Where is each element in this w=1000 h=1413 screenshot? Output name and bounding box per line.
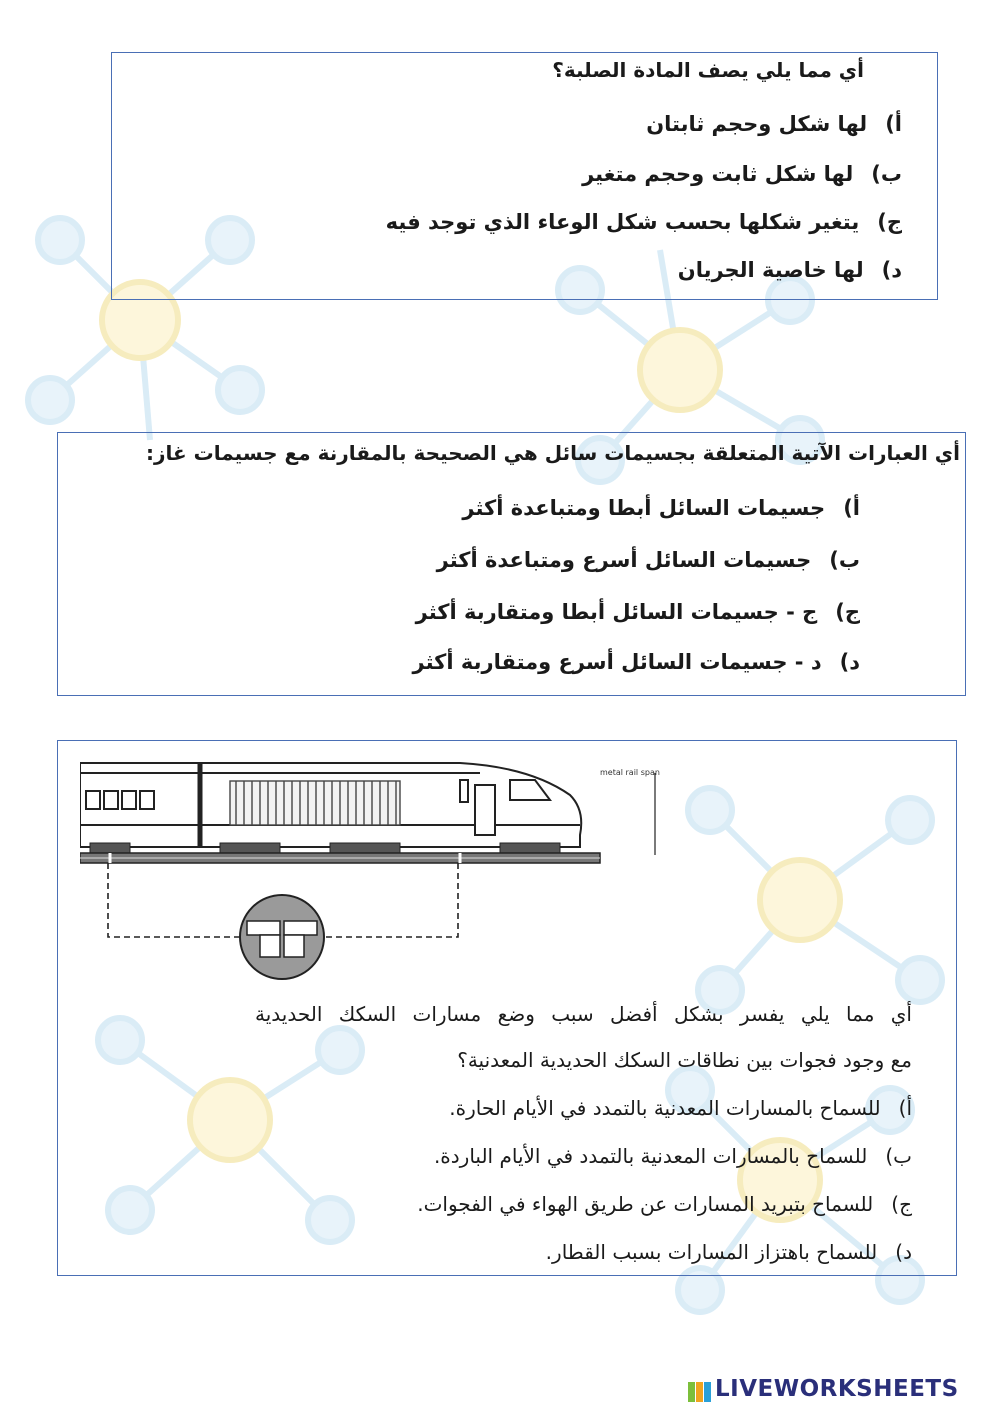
- option-text: جسيمات السائل أبطا ومتباعدة أكثر: [462, 496, 826, 520]
- option-text: ج - جسيمات السائل أبطا ومتقاربة أكثر: [415, 600, 818, 624]
- question-1-prompt: أي مما يلي يصف المادة الصلبة؟: [552, 58, 864, 82]
- train-rail-diagram: [80, 755, 680, 980]
- option-letter: د): [881, 258, 902, 282]
- liveworksheets-logo-icon: [688, 1380, 712, 1404]
- option-text: للسماح بالمسارات المعدنية بالتمدد في الأيام الحارة.: [449, 1096, 881, 1120]
- question-1-option-a[interactable]: [646, 112, 902, 136]
- option-letter: د): [895, 1240, 912, 1264]
- question-1-option-c[interactable]: [386, 210, 902, 234]
- question-2-prompt: أي العبارات الآتية المتعلقة بجسيمات سائل هي الصحيحة بالمقارنة مع جسيمات غاز:: [146, 441, 960, 465]
- question-2-option-a[interactable]: [462, 496, 860, 520]
- option-letter: أ): [898, 1096, 912, 1120]
- option-text: جسيمات السائل أسرع ومتباعدة أكثر: [436, 548, 812, 572]
- option-text: لها شكل وحجم ثابتان: [646, 112, 868, 136]
- option-text: د - جسيمات السائل أسرع ومتقاربة أكثر: [412, 650, 822, 674]
- option-letter: أ): [885, 112, 902, 136]
- option-letter: ب): [885, 1144, 912, 1168]
- option-letter: ج): [835, 600, 860, 624]
- option-letter: د): [839, 650, 860, 674]
- question-1-option-d[interactable]: [678, 258, 902, 282]
- option-text: للسماح باهتزاز المسارات بسبب القطار.: [545, 1240, 878, 1264]
- option-letter: أ): [843, 496, 860, 520]
- figure-label: metal rail span: [600, 768, 660, 777]
- option-letter: ج): [877, 210, 902, 234]
- logo-text: LIVEWORKSHEETS: [715, 1376, 959, 1402]
- option-text: يتغير شكلها بحسب شكل الوعاء الذي توجد فيه: [385, 210, 860, 234]
- option-letter: ب): [871, 162, 902, 186]
- question-3-option-b[interactable]: [434, 1144, 912, 1168]
- option-text: لها شكل ثابت وحجم متغير: [582, 162, 854, 186]
- question-3-option-c[interactable]: [417, 1192, 912, 1216]
- question-3-prompt-line-2: مع وجود فجوات بين نطاقات السكك الحديدية المعدنية؟: [457, 1048, 912, 1072]
- question-2-option-d[interactable]: [413, 650, 861, 674]
- question-3-prompt-line-1: أي مما يلي يفسر بشكل أفضل سبب وضع مسارات السكك الحديدية: [255, 1002, 912, 1026]
- liveworksheets-logo[interactable]: [688, 1376, 959, 1406]
- option-letter: ب): [829, 548, 860, 572]
- question-1-option-b[interactable]: [582, 162, 902, 186]
- rail-gap-zoom: [240, 895, 324, 979]
- question-3-option-a[interactable]: [449, 1096, 912, 1120]
- option-text: للسماح بتبريد المسارات عن طريق الهواء في الفجوات.: [417, 1192, 874, 1216]
- question-3-option-d[interactable]: [546, 1240, 912, 1264]
- question-2-option-c[interactable]: [416, 600, 860, 624]
- option-letter: ج): [891, 1192, 912, 1216]
- option-text: للسماح بالمسارات المعدنية بالتمدد في الأيام الباردة.: [433, 1144, 868, 1168]
- question-2-option-b[interactable]: [437, 548, 860, 572]
- option-text: لها خاصية الجريان: [677, 258, 864, 282]
